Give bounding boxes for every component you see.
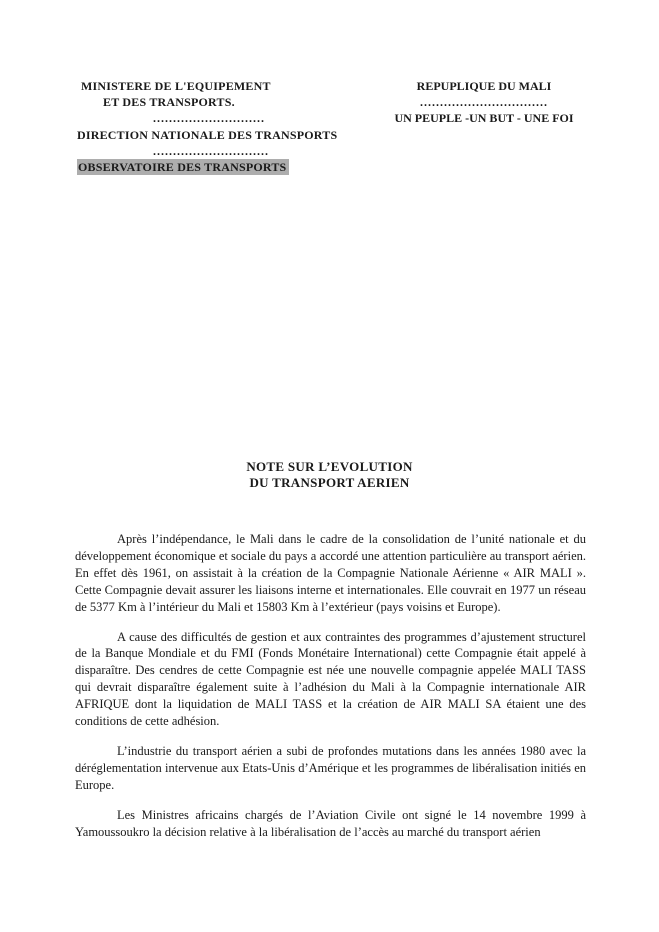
observatoire-line <box>77 159 337 175</box>
paragraph: A cause des difficultés de gestion et aux contraintes des programmes d’ajustement structurel de la Banque Mondiale et du FMI (Fonds Monétaire International) cette Compagnie était appelé à disparaître. Des cendres de cette Compagnie est née une nouvelle compagnie appelée MALI TASS qui devrait disparaître également suite à l’adhésion du Mali à la Compagnie internationale AIR AFRIQUE dont la liquidation de MALI TASS et la création de AIR MALI SA étaient une des conditions de cette adhésion. <box>75 629 586 729</box>
document-title <box>0 459 659 490</box>
ministry-line-2: ET DES TRANSPORTS. <box>103 95 235 110</box>
ministry-line-1: MINISTERE DE L'EQUIPEMENT <box>81 79 271 93</box>
ministry-letterhead-block <box>77 78 337 175</box>
document-body <box>75 531 586 854</box>
paragraph: Les Ministres africains chargés de l’Aviation Civile ont signé le 14 novembre 1999 à Yamoussoukro la décision relative à la libéralisation de l’accès au marché du transport aérien <box>75 807 586 839</box>
separator-dots: ................................ <box>420 95 548 110</box>
republic-letterhead-block <box>368 78 600 127</box>
title-line-1: NOTE SUR L’EVOLUTION <box>246 459 413 474</box>
separator-dots: ............................ <box>153 111 265 126</box>
title-line-2: DU TRANSPORT AERIEN <box>249 474 410 490</box>
motto-line: UN PEUPLE -UN BUT - UNE FOI <box>394 111 574 126</box>
direction-nationale-line: DIRECTION NATIONALE DES TRANSPORTS <box>77 127 338 142</box>
highlighted-text: OBSERVATOIRE DES TRANSPORTS <box>77 159 289 175</box>
republic-line: REPUPLIQUE DU MALI <box>416 79 552 93</box>
paragraph: L’industrie du transport aérien a subi de profondes mutations dans les années 1980 avec la déréglementation intervenue aux Etats-Unis d’Amérique et les programmes de libéralisation initiés en Europe. <box>75 743 586 792</box>
separator-dots: ............................. <box>153 143 269 158</box>
paragraph: Après l’indépendance, le Mali dans le cadre de la consolidation de l’unité nationale et du développement économique et sociale du pays a accordé une attention particulière au transport aérien. En effet dès 1961, on assistait à la création de la Compagnie Nationale Aérienne « AIR MALI ». Cette Compagnie devait assurer les liaisons interne et internationales. Elle couvrait en 1977 un réseau de 5377 Km à l’intérieur du Mali et 15803 Km à l’extérieur (pays voisins et Europe). <box>75 532 586 614</box>
